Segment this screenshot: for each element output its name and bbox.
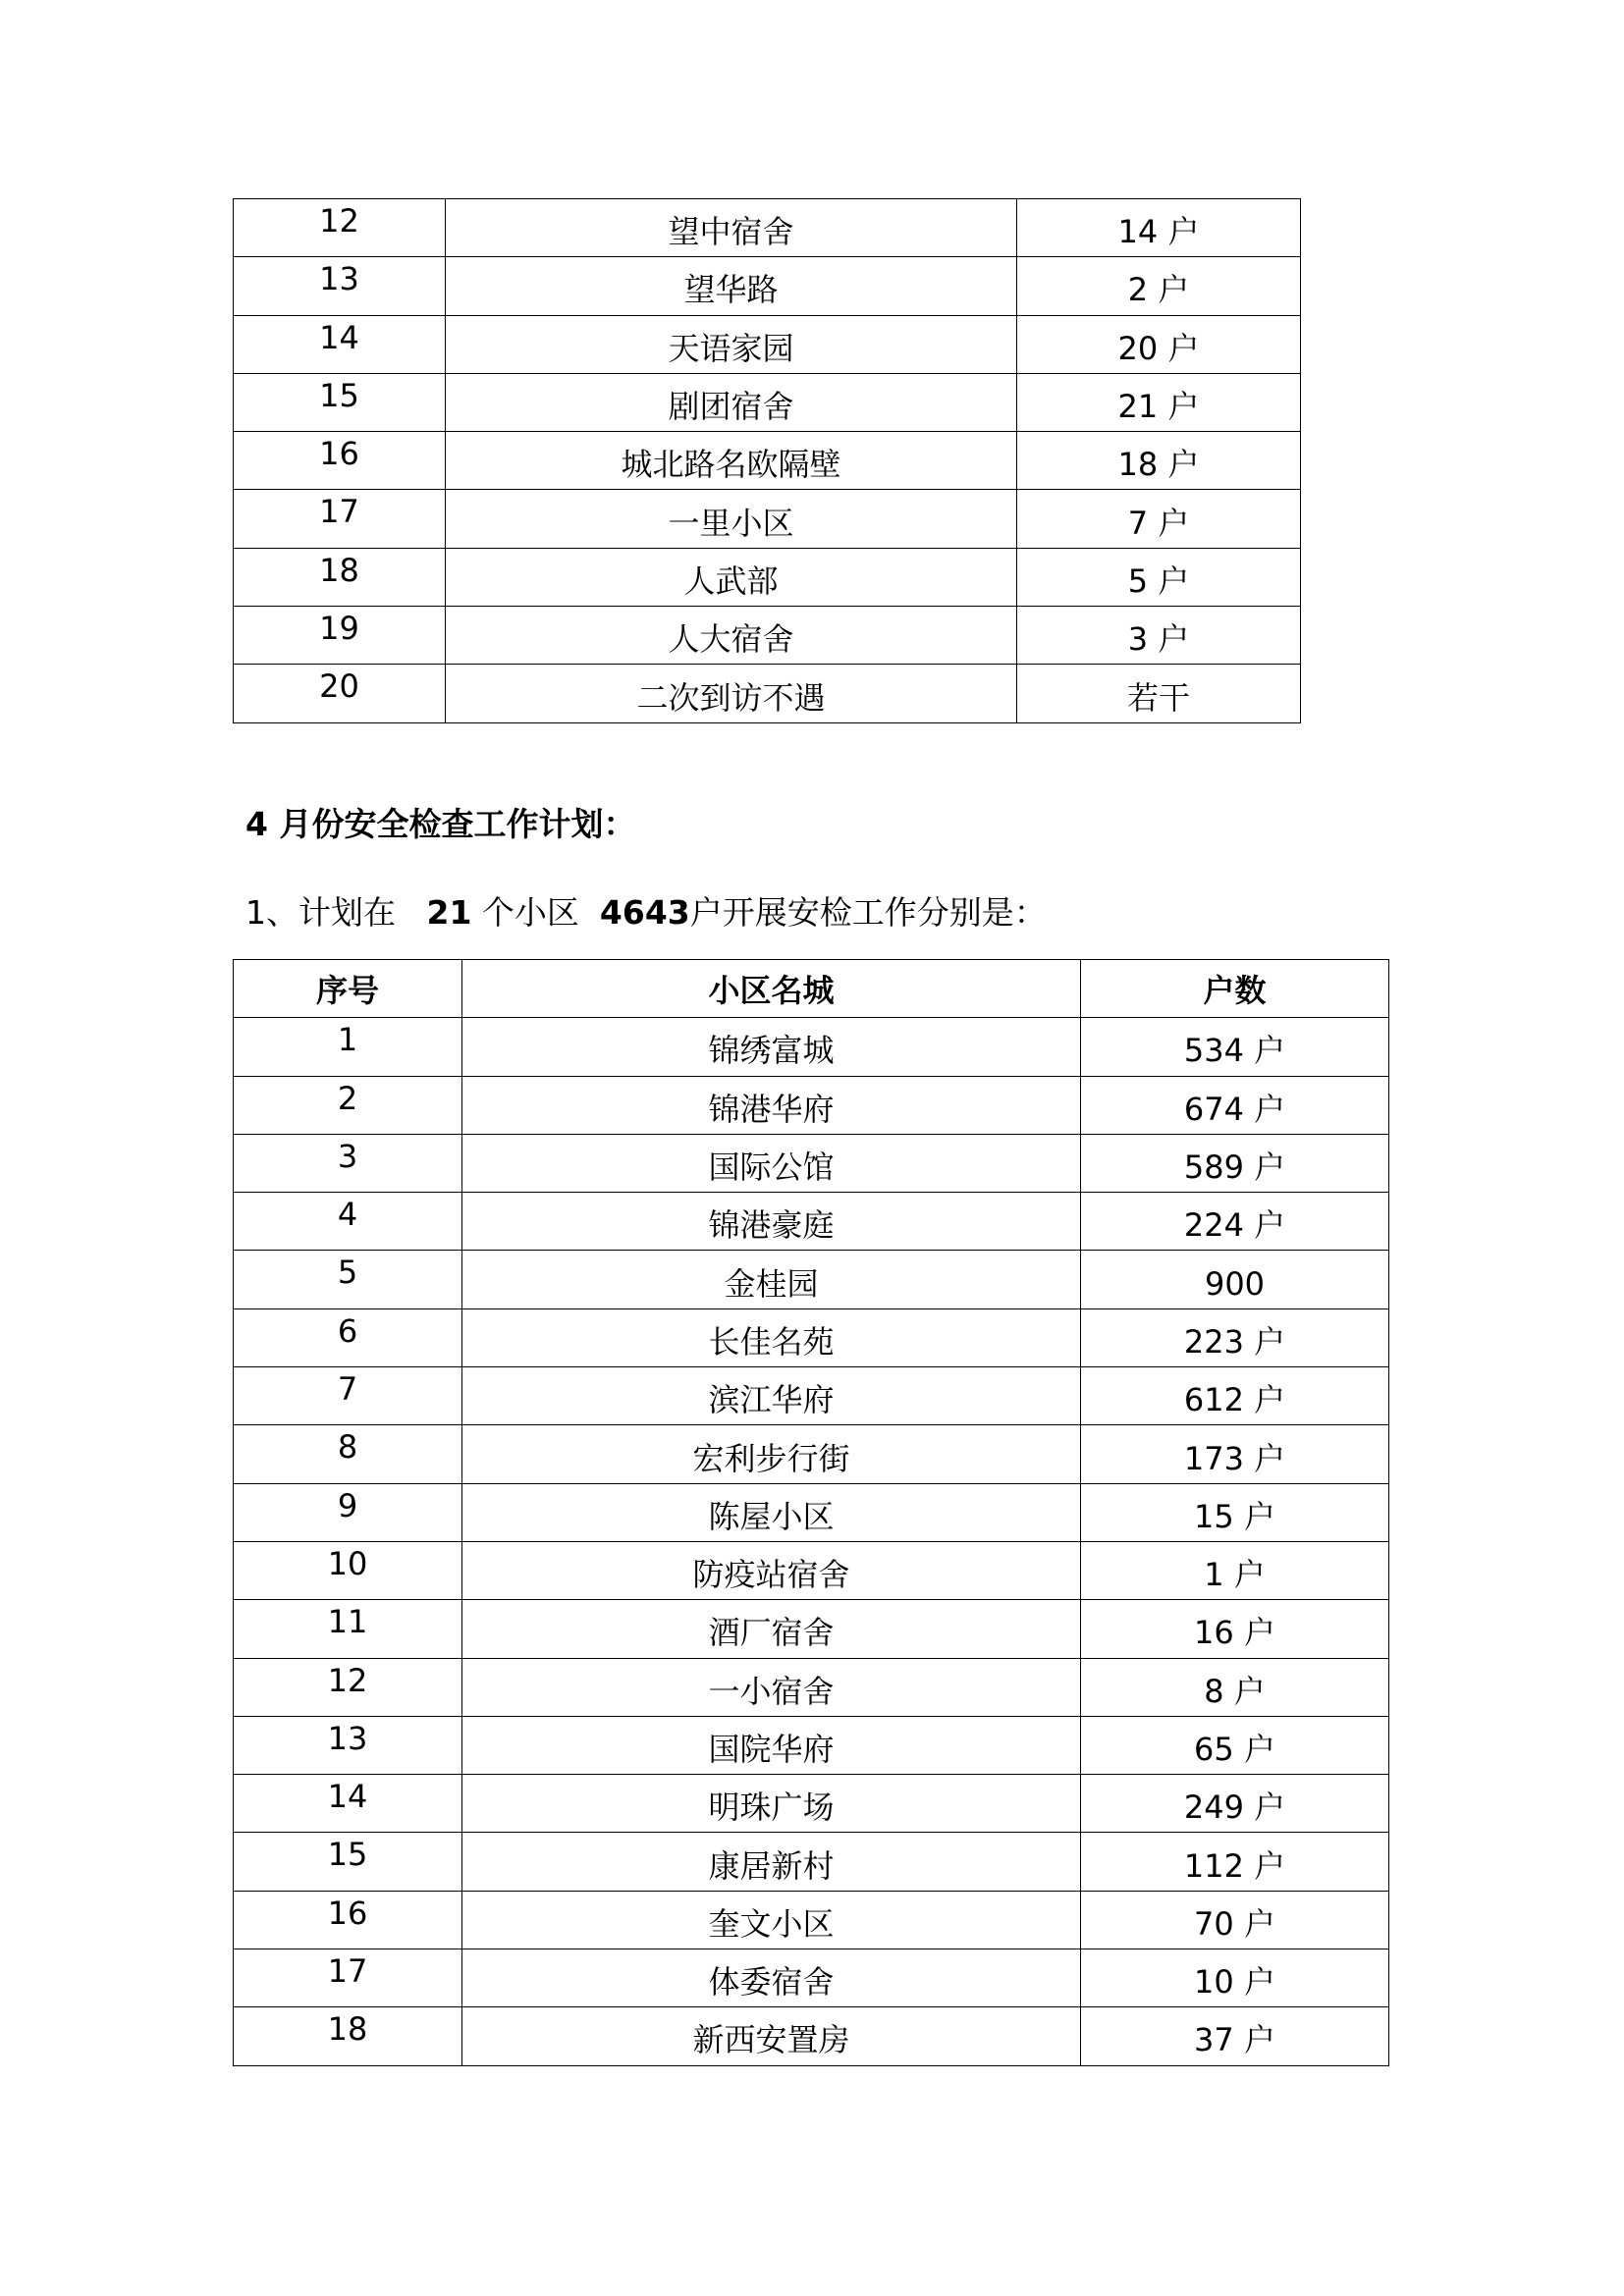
cell-no: 6	[234, 1308, 462, 1366]
cell-households: 15 户	[1081, 1483, 1389, 1541]
cell-no: 7	[234, 1367, 462, 1425]
cell-name: 国院华府	[462, 1716, 1081, 1774]
cell-no: 15	[234, 1833, 462, 1891]
cell-name: 天语家园	[446, 315, 1017, 373]
cell-no: 16	[234, 432, 446, 490]
cell-households: 16 户	[1081, 1600, 1389, 1658]
table-row	[234, 1658, 1389, 1716]
cell-name: 国际公馆	[462, 1134, 1081, 1192]
cell-households: 900	[1081, 1251, 1389, 1308]
cell-no: 13	[234, 1716, 462, 1774]
cell-name: 酒厂宿舍	[462, 1600, 1081, 1658]
table-row	[234, 1193, 1389, 1251]
cell-households: 8 户	[1081, 1658, 1389, 1716]
cell-households: 5 户	[1017, 548, 1301, 606]
cell-households: 173 户	[1081, 1425, 1389, 1483]
cell-name: 锦绣富城	[462, 1018, 1081, 1076]
cell-households: 3 户	[1017, 607, 1301, 665]
cell-households: 1 户	[1081, 1541, 1389, 1599]
cell-no: 18	[234, 2007, 462, 2065]
cell-no: 20	[234, 665, 446, 722]
cell-name: 人武部	[446, 548, 1017, 606]
cell-households: 70 户	[1081, 1891, 1389, 1949]
table-row	[234, 490, 1301, 548]
cell-name: 新西安置房	[462, 2007, 1081, 2065]
cell-name: 陈屋小区	[462, 1483, 1081, 1541]
header-name: 小区名城	[462, 960, 1081, 1018]
plan-suffix: 户开展安检工作分别是：	[689, 893, 1047, 932]
table-row	[234, 257, 1301, 315]
cell-no: 13	[234, 257, 446, 315]
cell-name: 城北路名欧隔壁	[446, 432, 1017, 490]
cell-households: 589 户	[1081, 1134, 1389, 1192]
cell-no: 16	[234, 1891, 462, 1949]
cell-no: 14	[234, 315, 446, 373]
cell-no: 18	[234, 548, 446, 606]
cell-name: 明珠广场	[462, 1775, 1081, 1833]
cell-name: 锦港豪庭	[462, 1193, 1081, 1251]
cell-no: 4	[234, 1193, 462, 1251]
plan-table-body	[234, 1018, 1389, 2065]
cell-households: 112 户	[1081, 1833, 1389, 1891]
table-row	[234, 1716, 1389, 1774]
table-row	[234, 1891, 1389, 1949]
table-row	[234, 1600, 1389, 1658]
table-row	[234, 1541, 1389, 1599]
table-row	[234, 315, 1301, 373]
cell-no: 1	[234, 1018, 462, 1076]
cell-households: 若干	[1017, 665, 1301, 722]
cell-name: 康居新村	[462, 1833, 1081, 1891]
header-households: 户数	[1081, 960, 1389, 1018]
cell-name: 金桂园	[462, 1251, 1081, 1308]
cell-households: 249 户	[1081, 1775, 1389, 1833]
cell-households: 534 户	[1081, 1018, 1389, 1076]
cell-households: 21 户	[1017, 373, 1301, 431]
plan-community-count: 21	[426, 893, 472, 932]
cell-no: 10	[234, 1541, 462, 1599]
cell-households: 674 户	[1081, 1076, 1389, 1134]
cell-name: 奎文小区	[462, 1891, 1081, 1949]
previous-inspection-table	[233, 198, 1301, 723]
cell-households: 37 户	[1081, 2007, 1389, 2065]
cell-name: 一小宿舍	[462, 1658, 1081, 1716]
plan-household-count: 4643	[599, 893, 690, 932]
cell-name: 人大宿舍	[446, 607, 1017, 665]
cell-households: 20 户	[1017, 315, 1301, 373]
cell-no: 12	[234, 1658, 462, 1716]
table-row	[234, 548, 1301, 606]
cell-name: 剧团宿舍	[446, 373, 1017, 431]
cell-name: 宏利步行街	[462, 1425, 1081, 1483]
table-row	[234, 199, 1301, 257]
cell-no: 5	[234, 1251, 462, 1308]
table-row	[234, 1134, 1389, 1192]
cell-no: 12	[234, 199, 446, 257]
table-row	[234, 1425, 1389, 1483]
table-row	[234, 1251, 1389, 1308]
cell-households: 18 户	[1017, 432, 1301, 490]
cell-name: 二次到访不遇	[446, 665, 1017, 722]
cell-households: 10 户	[1081, 1949, 1389, 2007]
cell-no: 3	[234, 1134, 462, 1192]
cell-name: 防疫站宿舍	[462, 1541, 1081, 1599]
table-row	[234, 1775, 1389, 1833]
cell-name: 长佳名苑	[462, 1308, 1081, 1366]
cell-households: 2 户	[1017, 257, 1301, 315]
table-row	[234, 1483, 1389, 1541]
table-row	[234, 373, 1301, 431]
table-row	[234, 1018, 1389, 1076]
cell-households: 7 户	[1017, 490, 1301, 548]
cell-no: 14	[234, 1775, 462, 1833]
plan-mid: 个小区	[481, 893, 579, 932]
cell-name: 一里小区	[446, 490, 1017, 548]
cell-no: 2	[234, 1076, 462, 1134]
plan-summary	[245, 887, 1047, 934]
cell-households: 612 户	[1081, 1367, 1389, 1425]
cell-no: 17	[234, 490, 446, 548]
section-heading: 4 月份安全检查工作计划：	[245, 805, 636, 843]
cell-no: 17	[234, 1949, 462, 2007]
table-row	[234, 665, 1301, 722]
cell-name: 滨江华府	[462, 1367, 1081, 1425]
cell-name: 望华路	[446, 257, 1017, 315]
table-row	[234, 1367, 1389, 1425]
cell-households: 14 户	[1017, 199, 1301, 257]
plan-prefix: 1、计划在	[245, 893, 396, 932]
cell-no: 9	[234, 1483, 462, 1541]
cell-name: 望中宿舍	[446, 199, 1017, 257]
table-row	[234, 1949, 1389, 2007]
plan-table-header-row	[234, 960, 1389, 1018]
table-row	[234, 607, 1301, 665]
plan-table	[233, 959, 1389, 2066]
cell-households: 224 户	[1081, 1193, 1389, 1251]
table-row	[234, 1833, 1389, 1891]
cell-no: 8	[234, 1425, 462, 1483]
table-row	[234, 2007, 1389, 2065]
cell-no: 11	[234, 1600, 462, 1658]
table-row	[234, 1076, 1389, 1134]
cell-no: 19	[234, 607, 446, 665]
cell-name: 锦港华府	[462, 1076, 1081, 1134]
header-no: 序号	[234, 960, 462, 1018]
cell-no: 15	[234, 373, 446, 431]
cell-households: 223 户	[1081, 1308, 1389, 1366]
cell-name: 体委宿舍	[462, 1949, 1081, 2007]
table-row	[234, 432, 1301, 490]
cell-households: 65 户	[1081, 1716, 1389, 1774]
previous-table-body	[234, 199, 1301, 723]
table-row	[234, 1308, 1389, 1366]
